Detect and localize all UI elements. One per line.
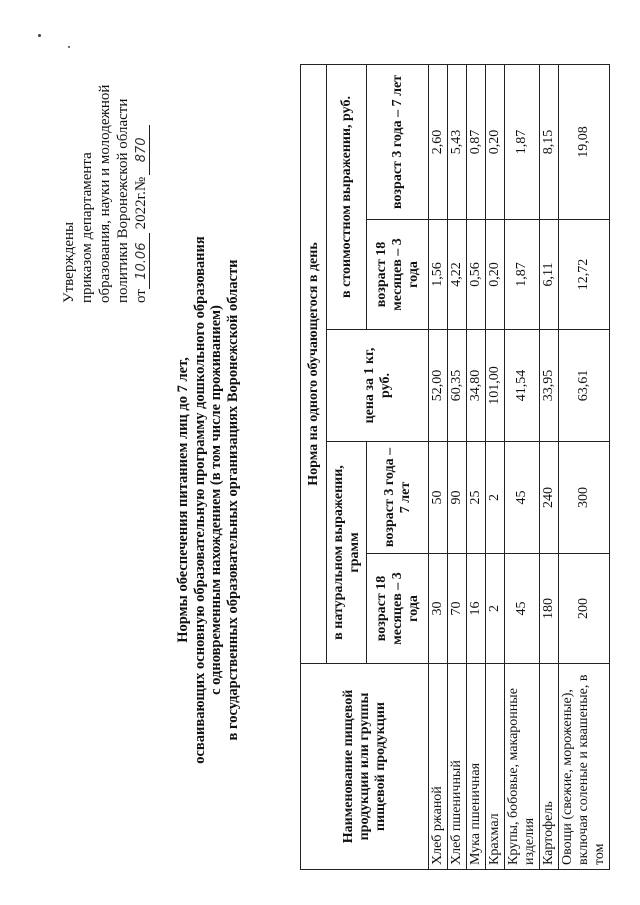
grams-old-cell: 90 xyxy=(448,442,467,554)
title-line: Нормы обеспечения питанием лиц до 7 лет, xyxy=(175,357,191,643)
header-cost: в стоимостном выражении, руб. xyxy=(327,64,367,329)
cost-young-cell: 0,56 xyxy=(467,220,486,330)
header-norm-per-day: Норма на одного обучающегося в день xyxy=(301,64,327,663)
price-cell: 60,35 xyxy=(448,330,467,442)
cost-old-cell: 8,15 xyxy=(540,64,559,219)
price-cell: 101,00 xyxy=(486,330,505,442)
cost-old-cell: 19,08 xyxy=(559,64,610,219)
grams-young-cell: 30 xyxy=(429,554,448,664)
grams-young-cell: 16 xyxy=(467,554,486,664)
table-row xyxy=(540,64,559,869)
cost-young-cell: 1,87 xyxy=(505,220,540,330)
document-title xyxy=(175,220,241,780)
approval-date-line xyxy=(132,3,150,303)
grams-old-cell: 45 xyxy=(505,442,540,554)
approval-line: Утверждены xyxy=(61,221,77,303)
price-cell: 52,00 xyxy=(429,330,448,442)
title-line: с одновременным нахождением (в том числе проживанием) xyxy=(208,305,224,695)
table-row xyxy=(467,64,486,869)
price-cell: 33,95 xyxy=(540,330,559,442)
grams-young-cell: 70 xyxy=(448,554,467,664)
cost-old-cell: 0,20 xyxy=(486,64,505,219)
cost-young-cell: 0,20 xyxy=(486,220,505,330)
cost-old-cell: 2,60 xyxy=(429,64,448,219)
approval-block xyxy=(60,3,150,303)
product-name-cell: Крахмал xyxy=(486,664,505,870)
product-name-cell: Картофель xyxy=(540,664,559,870)
cost-old-cell: 0,87 xyxy=(467,64,486,219)
product-name-cell: Хлеб ржаной xyxy=(429,664,448,870)
handwritten-number: 870 xyxy=(135,125,150,175)
price-cell: 63,61 xyxy=(559,330,610,442)
year-text: 2022г.№ xyxy=(133,176,149,230)
header-natural-young: возраст 18 месяцев – 3 года xyxy=(367,554,429,664)
title-line: осваивающих основную образовательную программу дошкольного образования xyxy=(191,236,208,764)
product-name-cell: Хлеб пшеничный xyxy=(448,664,467,870)
grams-young-cell: 2 xyxy=(486,554,505,664)
grams-old-cell: 300 xyxy=(559,442,610,554)
product-name-cell: Мука пшеничная xyxy=(467,664,486,870)
grams-old-cell: 50 xyxy=(429,442,448,554)
approval-line: политики Воронежской области xyxy=(115,98,131,303)
title-line: в государственных образовательных организациях Воронежской области xyxy=(224,259,241,741)
header-product-name: Наименование пищевой продукции или группы пищевой продукции xyxy=(301,664,429,870)
table-row xyxy=(505,64,540,869)
header-cost-old: возраст 3 года – 7 лет xyxy=(367,64,429,219)
price-cell: 41,54 xyxy=(505,330,540,442)
header-price: цена за 1 кг, руб. xyxy=(327,330,429,442)
handwritten-date: 10.06 xyxy=(135,233,150,289)
table-body xyxy=(429,64,610,869)
approval-line: образования, науки и молодежной xyxy=(97,84,113,303)
table-row xyxy=(559,64,610,869)
table-row xyxy=(486,64,505,869)
product-name-cell: Овощи (свежие, мороженые), включая соленые и квашеные, в том xyxy=(559,664,610,870)
grams-young-cell: 180 xyxy=(540,554,559,664)
grams-old-cell: 240 xyxy=(540,442,559,554)
table-row xyxy=(429,64,448,869)
header-natural: в натуральном выражении, грамм xyxy=(327,442,367,664)
nutrition-norms-table xyxy=(300,64,610,870)
approval-line: приказом департамента xyxy=(79,152,95,303)
cost-young-cell: 1,56 xyxy=(429,220,448,330)
cost-young-cell: 12,72 xyxy=(559,220,610,330)
date-prefix: от xyxy=(133,289,149,303)
price-cell: 34,80 xyxy=(467,330,486,442)
cost-old-cell: 1,87 xyxy=(505,64,540,219)
product-name-cell: Крупы, бобовые, макаронные изделия xyxy=(505,664,540,870)
grams-old-cell: 25 xyxy=(467,442,486,554)
grams-young-cell: 200 xyxy=(559,554,610,664)
cost-old-cell: 5,43 xyxy=(448,64,467,219)
grams-old-cell: 2 xyxy=(486,442,505,554)
cost-young-cell: 4,22 xyxy=(448,220,467,330)
header-cost-young: возраст 18 месяцев – 3 года xyxy=(367,220,429,330)
grams-young-cell: 45 xyxy=(505,554,540,664)
header-natural-old: возраст 3 года – 7 лет xyxy=(367,442,429,554)
table-row xyxy=(448,64,467,869)
cost-young-cell: 6,11 xyxy=(540,220,559,330)
